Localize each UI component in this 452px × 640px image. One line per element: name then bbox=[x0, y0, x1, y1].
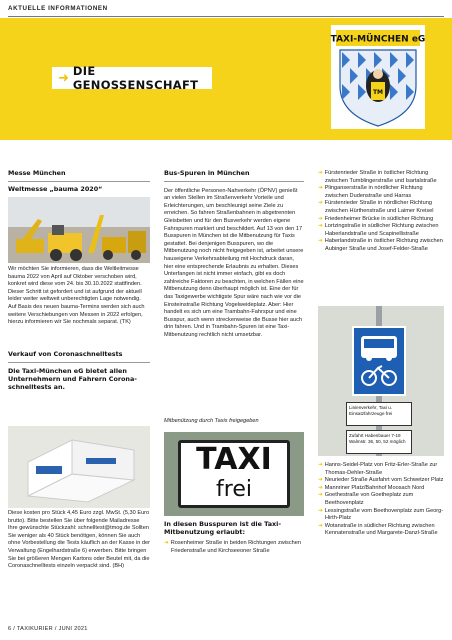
list-item: ➜ Neurieder Straße Ausfahrt vom Schwetzer Platz bbox=[318, 477, 444, 484]
supplementary-sign-2: Zufahrt Habenbauer 7-19 Walmstr. 36, 50, 52 möglich bbox=[346, 430, 412, 454]
divider bbox=[164, 181, 304, 182]
column-3-list-bottom bbox=[318, 462, 444, 538]
page-title: DIE GENOSSENSCHAFT bbox=[72, 64, 199, 92]
sign-taxi: TAXI bbox=[196, 442, 272, 477]
bus-lanes-list bbox=[164, 520, 304, 555]
arrow-right-icon: ➜ bbox=[318, 492, 323, 499]
list-item: ➜ Hanns-Seidel-Platz von Fritz-Erler-Straße zur Thomas-Dehler-Straße bbox=[318, 462, 438, 476]
list-item: ➜ Mannriner Platz/Bahnhof Moosach Nord bbox=[318, 484, 425, 491]
list-heading: In diesen Busspuren ist die Taxi-Mitbenutzung erlaubt: bbox=[164, 520, 281, 536]
list-item: ➜ Lessingstraße vom Beethovenplatz zum Georg-Hirth-Platz bbox=[318, 507, 444, 522]
sign-frei: frei bbox=[216, 477, 252, 502]
taxi-sign bbox=[178, 440, 290, 508]
arrow-right-icon: ➜ bbox=[318, 200, 323, 207]
arrow-right-icon: ➜ bbox=[318, 185, 323, 192]
list-item: ➜ Rosenheimer Straße in beiden Richtungen zwischen Friedenstraße und Kirchseeoner Straße bbox=[164, 540, 301, 554]
corona-section bbox=[8, 351, 150, 391]
list-item: ➜ Wotanstraße in südlicher Richtung zwischen Kennatenstraße und Margarete-Danzl-Straße bbox=[318, 522, 438, 537]
divider bbox=[8, 16, 444, 17]
subheading-bauma: Weltmesse „bauma 2020“ bbox=[8, 184, 103, 193]
arrow-right-icon: ➜ bbox=[318, 215, 323, 222]
arrow-right-icon: ➜ bbox=[318, 522, 323, 529]
column-3-list-top bbox=[318, 170, 444, 254]
taxi-muenchen-logo bbox=[328, 22, 428, 132]
arrow-right-icon: ➜ bbox=[318, 462, 323, 468]
photo-bus-sign bbox=[318, 306, 444, 456]
section-label: AKTUELLE INFORMATIONEN bbox=[8, 5, 108, 12]
photo-taxi-sign bbox=[164, 432, 304, 516]
heading-corona: Verkauf von Coronaschnelltests bbox=[8, 350, 123, 358]
arrow-right-icon: ➜ bbox=[318, 170, 323, 176]
arrow-right-icon: ➜ bbox=[318, 238, 323, 245]
blue-sign bbox=[352, 326, 406, 396]
arrow-right-icon: ➜ bbox=[318, 477, 323, 484]
corona-intro: Die Taxi-München eG bietet allen Unternehmern und Fahrern Coronaschnelltests an. bbox=[8, 366, 137, 391]
headline-box bbox=[52, 64, 212, 92]
heading-busspuren: Bus-Spuren in München bbox=[164, 169, 250, 177]
list-item: ➜ Plinganserstraße in nördlicher Richtung zwischen Dudenstraße und Harras bbox=[318, 185, 423, 199]
photo-construction-machines bbox=[8, 197, 150, 263]
divider bbox=[8, 181, 150, 182]
photo-caption: Mitbenützung durch Taxis freigegeben bbox=[164, 418, 259, 424]
list-item: ➜ Fürstenrieder Straße in östlicher Richtung zwischen Tumblingerstraße und Isartalstraße bbox=[318, 170, 437, 184]
svg-text:TAXI-MÜNCHEN eG: TAXI-MÜNCHEN eG bbox=[330, 34, 426, 45]
column-1 bbox=[8, 170, 150, 193]
list-item: ➜ Fürstenrieder Straße in nördlicher Richtung zwischen Hürthenstraße und Laimer Kreisel bbox=[318, 200, 434, 214]
list-item: ➜ Goethestraße von Goetheplatz zum Beethovenplatz bbox=[318, 492, 414, 506]
arrow-right-icon: ➜ bbox=[318, 507, 323, 514]
corona-text: Diese kosten pro Stück 4,45 Euro zzgl. MwSt. (5,30 Euro brutto). Bitte bestellen Sie über folgende Mailadresse Ihre gewünschte Stückzahl: schnelltest@tmog.de Sollten Sie weniger als 40 Stück benötigen, können Sie auch ohne Vorbestellung die Tests käuflich an der Kasse in der Verwaltung (Engelhardstraße 6) erwerben. Bitte bringen Sie bei größeren Mengen Kartons oder Beutel mit, da die Coronaschnelltests einzeln verpackt sind. (BH) bbox=[8, 510, 151, 570]
bauma-text: Wir möchten Sie informieren, dass die Weltleitmesse bauma 2022 von April auf Oktober verschoben wird, konkret wird diese vom 24. bis 30.10.2022 stattfinden. Dieser Schritt ist gefordert und ist aufgrund der aktuell leider weiter weltweit unberechtigten Lage notwendig. Auf Basis des neuen bauma-Termins werden sich auch weitere Verschiebungen von Messen in 2022 erfolgen, hierzu informieren wir Sie nochmals separat. (TK) bbox=[8, 266, 145, 326]
list-item: ➜ Haberlandstraße in östlicher Richtung zwischen Aubinger Straße und Josef-Felder-Straße bbox=[318, 238, 443, 252]
heading-messe: Messe München bbox=[8, 169, 66, 177]
list-item: ➜ Lortzingstraße in südlicher Richtung zwischen Haberlandstraße und Scapinellistraße bbox=[318, 223, 439, 237]
busspuren-text: Der öffentliche Personen-Nahverkehr (ÖPNV) genießt an vielen Stellen im Straßenverkehr Vorteile und Erleichterungen, um beschleunigt seine Ziele zu erreichen. So fahren Straßenbahnen in abgetrennten Gleisbetten und für den Busverkehr werden eigene Fahrspuren markiert und beschildert. Auf 13 von den 17 Busspuren in München ist die Mitbenutzung für Taxis gestattet. Bei denjenigen Busspuren, wo die Mitbenutzung noch nicht freigegeben ist, arbeitet unsere hauseigene Verkehrsabteilung mit Hochdruck daran, hier eine entsprechende Erlaubnis zu erhalten. Dieses Unterfangen ist nicht immer einfach, gibt es doch zahlreiche Faktoren zu beachten, in welchen Fällen eine Mitbenutzung denn überhaupt möglich ist. Eine der für das Taxigewerbe wichtigste Spur wäre nach wie vor die Einsteinstraße Richtung Vogelweideplatz. Aber: Hier handelt es sich um eine Trambahn-Fahrspur und eine Busspur, auch wenn streckenweise die Busse hier auch drin fahren. Und in Trambahn-Spuren ist eine Taxi-Mitbenutzung rechtlich nicht umsetzbar. bbox=[164, 187, 304, 338]
list-item: ➜ Friedenheimer Brücke in südlicher Richtung bbox=[318, 215, 434, 222]
divider bbox=[8, 362, 150, 363]
arrow-right-icon: ➜ bbox=[164, 540, 169, 546]
arrow-right-icon: ➜ bbox=[318, 223, 323, 230]
arrow-right-icon: ➜ bbox=[58, 70, 69, 86]
photo-test-box bbox=[8, 426, 150, 508]
column-2 bbox=[164, 170, 304, 339]
supplementary-sign-1: Linienverkehr, Taxi u. Einsatzfahrzeuge frei bbox=[346, 402, 412, 426]
arrow-right-icon: ➜ bbox=[318, 484, 323, 491]
svg-text:TM: TM bbox=[372, 89, 384, 96]
page-footer: 6 / TAXIKURIER / JUNI 2021 bbox=[8, 626, 88, 632]
